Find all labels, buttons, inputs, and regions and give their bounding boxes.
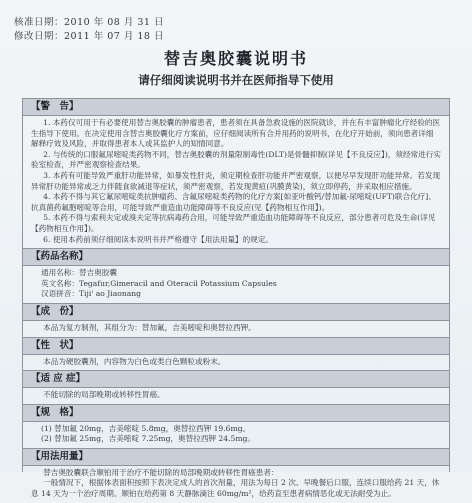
english-name: 英文名称：Tegafur,Gimeracil and Oteracil Potassium Capsules xyxy=(41,278,277,288)
indications-text: 不能切除的局部晚期或转移性胃癌。 xyxy=(43,390,165,400)
composition-heading: 【成 份】 xyxy=(23,303,449,321)
specification-line: (2) 替加氟 25mg，吉美嘧啶 7.25mg，奥替拉西钾 24.5mg。 xyxy=(41,434,255,444)
warning-paragraph: 6. 使用本药前须仔细阅读本说明书并严格遵守【用法用量】的规定。 xyxy=(43,234,274,244)
pinyin-name: 汉语拼音：Tiji' ao Jiaonang xyxy=(41,289,142,299)
approval-date: 核准日期：2010 年 08 月 31 日 xyxy=(14,17,164,28)
specification-line: (1) 替加氟 20mg，吉美嘧啶 5.8mg，奥替拉西钾 19.6mg。 xyxy=(41,423,251,433)
dosage-section xyxy=(23,466,449,503)
dosage-paragraph: 替吉奥胶囊联合顺铂用于治疗不能切除的局部晚期或转移性胃癌患者： xyxy=(43,467,279,477)
document-subtitle: 请仔细阅读说明书并在医师指导下使用 xyxy=(138,73,334,87)
content-panel xyxy=(22,98,450,499)
warning-section xyxy=(23,116,449,248)
warning-paragraph: 5. 本药不得与索利夫定或溴夫定等抗病毒药合用，可能导致严重造血功能障碍等不良反应，部分患者可危及生命(详见【药物相互作用】)。 xyxy=(31,213,436,233)
composition-section xyxy=(23,321,449,337)
warning-paragraph: 4. 本药不得与其它氟尿嘧啶类抗肿瘤药、含氟尿嘧啶类药物的化疗方案[如亚叶酸钙/替加氟-尿嘧啶(UFT)联合化疗]、抗真菌药氟胞嘧啶等合用，可能导致严重造血功能障碍等不良反应(见【药物相互作用】)。 xyxy=(31,192,436,212)
specifications-heading: 【规 格】 xyxy=(23,404,449,422)
warning-paragraph: 1. 本药仅可用于有必要使用替吉奥胶囊的肿瘤患者，患者须在具备急救设施的医院就诊，并在有丰富肿瘤化疗经验的医生指导下使用。在决定使用含替吉奥胶囊化疗方案前，应仔细阅读所有合并用药的说明书，在化疗开始前，须向患者详细解释疗效及风险，并取得患者本人或其监护人的知情同意。 xyxy=(31,118,441,149)
drug-name-heading: 【药品名称】 xyxy=(23,248,449,266)
description-section xyxy=(23,355,449,371)
description-text: 本品为硬胶囊剂，内容物为白色或类白色颗粒或粉末。 xyxy=(43,356,226,366)
indications-section xyxy=(23,388,449,404)
composition-text: 本品为复方制剂，其组分为：替加氟，吉美嘧啶和奥替拉西钾。 xyxy=(43,322,256,332)
dosage-paragraph: 一般情况下，根据体表面积按照下表决定成人的首次剂量，用法为每日 2 次、早晚餐后口服，连续口服给药 21 天，休息 14 天为一个治疗周期。顺铂在给药第 8 天静脉滴注 60mg/m²，给药直至患者病情恶化或无法耐受为止。 xyxy=(31,478,440,499)
warning-heading: 【警 告】 xyxy=(23,99,449,116)
description-heading: 【性 状】 xyxy=(23,337,449,355)
warning-paragraph: 2. 与传统的口服氟尿嘧啶类药物不同，替吉奥胶囊的剂量限制毒性(DLT)是骨髓抑制(详见【不良反应】)，须经常进行实验室检查，并严密观察检查结果。 xyxy=(31,149,441,170)
warning-paragraph: 3. 本药有可能导致严重肝功能异常，如暴发性肝炎，须定期检查肝功能并严密观察，以便尽早发现肝功能异常。若发现异常肝功能异常或乏力伴随食欲减退等症状，须严密观察，若发现黄疸(巩膜黄染)，须立即停药，并采取相应措施。 xyxy=(31,170,441,191)
generic-name: 通用名称：替吉奥胶囊 xyxy=(41,268,117,278)
dosage-heading: 【用法用量】 xyxy=(23,448,449,466)
revision-date: 修改日期：2011 年 07 月 18 日 xyxy=(14,31,164,42)
drug-name-section xyxy=(23,266,449,303)
document-title: 替吉奥胶囊说明书 xyxy=(163,49,308,68)
indications-heading: 【适 应 症】 xyxy=(23,370,449,388)
specifications-section xyxy=(23,422,449,448)
